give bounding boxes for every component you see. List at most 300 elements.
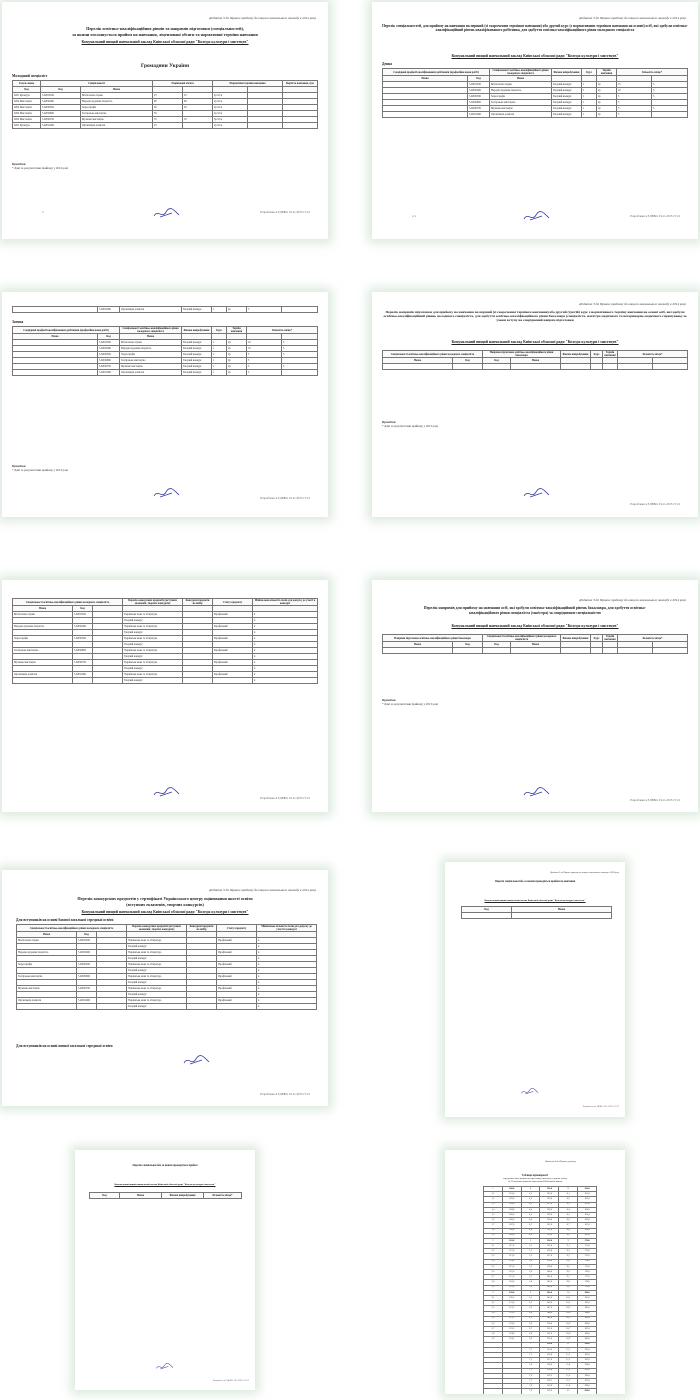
col-name: Назва	[120, 1193, 162, 1199]
page-title: Перелік напрямів підготовки для прийому на навчання на перший (зі скороченим терміном навчання) або другий (третій) курс з нормативного терміну навчання на основі осіб, які здобули освітньо-кваліфікаційний рівень молодшого спеціаліста, для здобуття освітньо-кваліфікаційного рівня бакалавра (спеціаліста, магістра медичного та ветеринарно-медичного спрямувань) за умови вступу на споріднений напрям підготовки	[383, 310, 687, 323]
col-subjects: Перелік конкурсних предметів (вступних екзаменів, творчих конкурсів)	[123, 599, 183, 606]
col-code: Код	[77, 932, 97, 938]
table-row: 0202 Мистецтво 5.02020501 Хореографія 30 20 2р 10 м	[13, 105, 318, 111]
table-cell: 122,5	[502, 1316, 521, 1321]
page-footer: Розроблено в ЄДЕБО. 19.11.2013 17:21	[212, 1380, 249, 1382]
table-cell: 1,1	[484, 1192, 503, 1197]
table-cell: 6,9	[521, 1337, 540, 1342]
level-heading: Молодший спеціаліст	[12, 74, 48, 78]
table-row: Творчий конкурс 4	[17, 980, 317, 986]
col-spec: Спеціальності освітньо-кваліфікаційного рівня молодшого спеціаліста	[490, 69, 552, 76]
table-cell: 10,2	[559, 1301, 578, 1306]
table-row	[383, 648, 688, 654]
table-cell: 1,3	[484, 1202, 503, 1207]
table-row: Творчий конкурс 4	[17, 992, 317, 998]
table-cell: 183,0	[578, 1306, 597, 1311]
table-cell: 9,7	[559, 1275, 578, 1280]
page-header: Додаток 3 до Правил прийому до вищого навчального закладу в 2014 році	[209, 888, 316, 892]
table-cell: 148,0	[540, 1311, 559, 1316]
table-cell: 168,0	[578, 1228, 597, 1233]
table-cell: 5,4	[521, 1259, 540, 1264]
table-cell: 196,0	[578, 1373, 597, 1378]
table-cell: 143,0	[540, 1285, 559, 1290]
page-header: Додаток 3 до Правил прийому до вищого навчального закладу в 2014 році	[550, 872, 619, 874]
col-exam: Фахове випробування	[182, 327, 212, 334]
table-cell: 171,0	[578, 1244, 597, 1249]
table-cell: 10	[559, 1290, 578, 1295]
page-2	[372, 2, 698, 239]
table-cell: 169,0	[578, 1233, 597, 1238]
signature-image	[152, 207, 182, 221]
table-cell: 122,0	[502, 1311, 521, 1316]
table-row	[462, 913, 612, 919]
table-cell: 9,3	[559, 1254, 578, 1259]
table-cell: 124,5	[502, 1337, 521, 1342]
col-optional: Конкурсні предмети на вибір	[187, 925, 217, 932]
col-term: Термін навчання	[604, 351, 616, 357]
table-cell: 3,6	[484, 1321, 503, 1326]
table-cell: 167,0	[578, 1223, 597, 1228]
table-row: Бібліотечна справа 5.02010501 Українська мова та література Профільний 4	[17, 938, 317, 944]
table-row: Творчий конкурс 4	[13, 666, 318, 672]
table-row: 5.02010401 Організація дозвілля Творчий конкурс 1 2р 5	[383, 112, 688, 118]
table-cell: 190,0	[578, 1342, 597, 1347]
page-footer: Розроблено в ЄДЕБО. 19.11.2013 17:21	[260, 796, 310, 800]
table-cell: 200,0	[578, 1389, 597, 1394]
table-cell: 11,2	[559, 1353, 578, 1358]
table-cell: 154,0	[540, 1342, 559, 1347]
col-places: Кількість місць*	[618, 351, 688, 358]
college-name: Комунальний вищий навчальний заклад Київської обласної ради "Коледж культури і мистецтв"	[81, 40, 249, 44]
table-cell: 2,3	[484, 1254, 503, 1259]
table-cell: 1,9	[484, 1233, 503, 1238]
table-cell	[484, 1389, 503, 1394]
table-cell: 157,0	[540, 1358, 559, 1363]
table-cell: 9,2	[559, 1249, 578, 1254]
table-row: Творчий конкурс 4	[13, 642, 318, 648]
col-spec: Спеціальності освітньо-кваліфікаційного рівня молодшого спеціаліста	[483, 635, 561, 642]
table-row: Організація дозвілля 5.02010401 Українська мова та література Профільний 4	[13, 672, 318, 678]
table-cell: 5,2	[521, 1249, 540, 1254]
table-cell: 119,0	[502, 1285, 521, 1290]
exam-subjects-table	[12, 598, 318, 684]
note: Примітка: * Дані за результатами прийому у 2013 році	[12, 464, 69, 472]
col-code: Код	[73, 606, 93, 612]
table-cell: 156,0	[540, 1353, 559, 1358]
table-cell: 3,3	[484, 1306, 503, 1311]
table-cell: 159,8	[540, 1384, 559, 1389]
table-cell: 11	[559, 1342, 578, 1347]
signature-image	[522, 487, 552, 501]
table-cell: 191,0	[578, 1347, 597, 1352]
table-cell: 9,9	[559, 1285, 578, 1290]
table-cell: 8,1	[559, 1192, 578, 1197]
table-cell: 121,5	[502, 1306, 521, 1311]
table-cell: 100,0	[502, 1187, 521, 1192]
table-cell: 11,6	[559, 1373, 578, 1378]
col-places: Кількість місць*	[618, 635, 688, 642]
col-code: Код	[462, 907, 512, 913]
col-term: Термін навчання	[597, 69, 617, 76]
table-cell: 159,0	[540, 1368, 559, 1373]
table-title: Таблиця відповідності	[521, 1174, 549, 1177]
col-code: Код	[13, 87, 41, 93]
table-row: 0202 Мистецтво 5.02020401 Народна художня творчість 90 60 2р 10 м	[13, 99, 318, 105]
table-cell: 110,0	[502, 1238, 521, 1243]
table-cell: 6,6	[521, 1321, 540, 1326]
col-spec: Спеціальності	[41, 81, 153, 87]
college-name: Комунальний вищий навчальний заклад Київської обласної ради "Коледж культури і мистецтв"	[451, 340, 619, 344]
col-spec-junior: Спеціальності освітньо-кваліфікаційного рівня молодшого спеціаліста	[383, 351, 483, 358]
table-cell: 4,8	[521, 1228, 540, 1233]
signature-image	[155, 1362, 175, 1372]
section-label: Для вступників на основі повної загальної середньої освіти	[16, 1044, 113, 1048]
table-row: 5.02020401 Народна художня творчість Творчий конкурс 1 2р 10 5	[383, 88, 688, 94]
table-cell: 128,0	[540, 1207, 559, 1212]
table-cell: 7,6	[521, 1373, 540, 1378]
page-title: Перелік напрямів для прийому на навчання осіб, які здобули освітньо-кваліфікаційний рівень бакалавра, для здобуття освітньо-кваліфікаційного рівня спеціаліста (магістра) за спорідненою спеціальністю	[423, 606, 647, 615]
col-code: Код	[453, 358, 483, 364]
table-cell: 185,0	[578, 1316, 597, 1321]
page-8	[445, 862, 625, 1117]
table-cell: 6,7	[521, 1327, 540, 1332]
col-code: Код	[453, 642, 483, 648]
table-cell: 2,5	[484, 1264, 503, 1269]
table-cell: 176,0	[578, 1270, 597, 1275]
table-cell: 5,7	[521, 1275, 540, 1280]
table-row: Творчий конкурс 4	[17, 1004, 317, 1010]
table-cell: 2,7	[484, 1275, 503, 1280]
table-cell: 8	[559, 1187, 578, 1192]
table-cell: 4,2	[521, 1197, 540, 1202]
table-cell: 10,8	[559, 1332, 578, 1337]
col-optional: Конкурсні предмети на вибір	[183, 599, 213, 606]
table-cell: 149,0	[540, 1316, 559, 1321]
page-title: Перелік конкурсних предметів у сертифікаті Українського центру оцінювання якості освіти	[77, 896, 253, 901]
table-cell: 159,5	[540, 1373, 559, 1378]
table-row: Хореографія 5.02020501 Українська мова та література Профільний 4	[13, 636, 318, 642]
table-cell: 4,1	[521, 1192, 540, 1197]
table-cell: 117,0	[502, 1275, 521, 1280]
table-cell: 124,0	[540, 1187, 559, 1192]
table-cell: 126,0	[540, 1197, 559, 1202]
table-cell: 161,0	[578, 1192, 597, 1197]
table-cell: 10,9	[559, 1337, 578, 1342]
col-name: Назва	[81, 87, 153, 93]
table-row: 5.02020601 Театральне мистецтво Творчий конкурс 1 2р 5	[383, 100, 688, 106]
col-status: Статус предмету	[217, 925, 257, 932]
page-title: Перелік спеціальностей, за якими проводиться прийом	[132, 1164, 198, 1167]
table-cell: 7,4	[521, 1363, 540, 1368]
table-cell: 194,0	[578, 1363, 597, 1368]
col-bachelor: Напрями підготовки освітньо-кваліфікаційного рівня бакалавра	[483, 351, 561, 358]
page-header: Додаток 3 до Правил прийому до вищого навчального закладу в 2014 році	[579, 16, 686, 20]
table-cell: 2,2	[484, 1249, 503, 1254]
table-cell: 187,0	[578, 1327, 597, 1332]
table-cell: 6,3	[521, 1306, 540, 1311]
table-cell: 120,0	[502, 1290, 521, 1295]
continuation-table	[12, 306, 318, 313]
table-row: 0201 Культура 5.02010501 Бібліотечна справа 25 25 2р 10 м	[13, 93, 318, 99]
table-cell: 129,0	[540, 1212, 559, 1217]
table-row: 5.02010401 Організація дозвілля Творчий конкурс 1 2р 5	[13, 370, 318, 376]
table-cell: 1,6	[484, 1218, 503, 1223]
table-cell: 145,0	[540, 1295, 559, 1300]
country-heading: Громадяни України	[140, 63, 190, 69]
table-cell: 118,0	[502, 1280, 521, 1285]
col-exam: Фахове випробування	[561, 351, 591, 358]
table-cell: 7,3	[521, 1358, 540, 1363]
page-1	[2, 2, 328, 239]
col-code: Код	[483, 358, 511, 364]
table-cell: 10,7	[559, 1327, 578, 1332]
table-row: 5.02020601 Театральне мистецтво Творчий конкурс 1 2р 5	[13, 358, 318, 364]
table-cell: 182,0	[578, 1301, 597, 1306]
table-cell: 7,8	[521, 1384, 540, 1389]
table-cell: 164,0	[578, 1207, 597, 1212]
table-cell: 10,5	[559, 1316, 578, 1321]
table-cell: 10,4	[559, 1311, 578, 1316]
col-course: Курс	[582, 69, 597, 76]
col-spec: Спеціальності освітньо-кваліфікаційного рівня молодшого спеціаліста	[17, 925, 127, 932]
page-subtitle: за якими оголошується прийом на навчання, ліцензовані обсяги та нормативні терміни навчання	[72, 32, 258, 37]
col-professions: Споріднені професії кваліфікованих робітників (професійне назва робіт)	[13, 327, 120, 334]
table-cell: 102,0	[502, 1197, 521, 1202]
col-name: Назва	[13, 606, 73, 612]
table-cell: 3,7	[484, 1327, 503, 1332]
table-cell: 184,0	[578, 1311, 597, 1316]
table-cell: 189,0	[578, 1337, 597, 1342]
table-subtitle: за 12-бальною шкалою значенням 200-бальної шкали	[507, 1180, 563, 1183]
table-cell: 140,0	[540, 1270, 559, 1275]
col-name: Назва	[120, 334, 182, 340]
table-row: Музичне мистецтво 5.02020701 Українська мова та література Профільний 4	[17, 986, 317, 992]
table-cell: 151,0	[540, 1327, 559, 1332]
table-cell: 108,0	[502, 1228, 521, 1233]
table-row: 0202 Мистецтво 5.02020601 Театральне мистецтво 30 2р 10 м	[13, 111, 318, 117]
table-cell: 186,0	[578, 1321, 597, 1326]
table-cell: 4,5	[521, 1212, 540, 1217]
table-row	[484, 1389, 597, 1394]
table-cell: 181,0	[578, 1295, 597, 1300]
table-cell: 9,4	[559, 1259, 578, 1264]
table-cell: 1,5	[484, 1212, 503, 1217]
table-cell: 124,0	[502, 1332, 521, 1337]
table-cell: 112,0	[502, 1249, 521, 1254]
table-cell: 144,0	[540, 1290, 559, 1295]
table-cell: 153,0	[540, 1337, 559, 1342]
table-row: Музичне мистецтво 5.02020701 Українська мова та література Профільний 4	[13, 660, 318, 666]
table-row: Театральне мистецтво 5.02020601 Українська мова та література Профільний 4	[13, 648, 318, 654]
table-row: Організація дозвілля 5.02010401 Українська мова та література Профільний 4	[17, 998, 317, 1004]
college-name: Комунальний вищий навчальний заклад Київської обласної ради "Коледж культури і мистецтв"	[451, 624, 619, 628]
col-name: Назва	[511, 642, 561, 648]
table-cell: 127,0	[540, 1202, 559, 1207]
table-cell: 138,0	[540, 1259, 559, 1264]
col-course: Курс	[212, 327, 227, 334]
signature-image	[520, 1087, 540, 1097]
table-row: Творчий конкурс 4	[13, 678, 318, 684]
col-course: Курс	[591, 351, 603, 358]
table-cell: 11,8	[559, 1384, 578, 1389]
col-places: Кількість місць*	[617, 69, 688, 76]
page-6	[372, 580, 698, 812]
table-cell: 139,0	[540, 1264, 559, 1269]
col-code: Код	[41, 87, 81, 93]
signature-image	[182, 1054, 212, 1068]
page-footer: Розроблено в ЄДЕБО. 19.11.2013 17:21	[630, 502, 680, 506]
table-row: 5.02020701 Музичне мистецтво Творчий конкурс 1 2р 5 5	[13, 364, 318, 370]
table-cell: 8,7	[559, 1223, 578, 1228]
table-cell: 105,0	[502, 1212, 521, 1217]
col-exam: Фахове випробування	[561, 635, 591, 642]
specialist-directions-table	[382, 634, 688, 654]
table-cell: 5,8	[521, 1280, 540, 1285]
table-cell: 134,0	[540, 1238, 559, 1243]
table-cell: 3,9	[484, 1337, 503, 1342]
table-cell: 10,3	[559, 1306, 578, 1311]
table-cell: 132,0	[540, 1228, 559, 1233]
table-cell: 5,3	[521, 1254, 540, 1259]
table-cell: 133,0	[540, 1233, 559, 1238]
table-cell: 101,0	[502, 1192, 521, 1197]
table-cell: 2,1	[484, 1244, 503, 1249]
table-cell: 8,8	[559, 1228, 578, 1233]
table-cell: 8,6	[559, 1218, 578, 1223]
table-cell: 7,5	[521, 1368, 540, 1373]
table-cell: 159,7	[540, 1378, 559, 1383]
college-name: Комунальний вищий навчальний заклад Київської обласної ради "Коледж культури і мистецтв"	[114, 1184, 216, 1186]
table-cell: 4,4	[521, 1207, 540, 1212]
col-min-score: Мінімальна кількість балів для допуску до участі в конкурсі	[253, 599, 318, 606]
table-row: 5.02020701 Музичне мистецтво Творчий конкурс 1 2р 5 5	[383, 106, 688, 112]
note: Примітка: * Дані за результатами прийому у 2013 році	[382, 698, 439, 706]
note: Примітка: * Дані за результатами прийому у 2013 році	[382, 420, 439, 428]
spec-list-table	[461, 906, 612, 919]
table-row	[383, 364, 688, 370]
table-row: Народна художня творчість 5.02020401 Українська мова та література Профільний 4	[17, 950, 317, 956]
page-4	[372, 292, 698, 517]
table-cell: 7,9	[521, 1389, 540, 1394]
table-cell: 3,2	[484, 1301, 503, 1306]
table-cell: 135,0	[540, 1244, 559, 1249]
table-row: Народна художня творчість 5.02020401 Українська мова та література Профільний 4	[13, 624, 318, 630]
table-cell: 5	[521, 1238, 540, 1243]
section-label: Денна	[382, 62, 393, 66]
table-cell: 193,0	[578, 1358, 597, 1363]
table-cell: 160,0	[578, 1187, 597, 1192]
table-cell: 158,0	[540, 1363, 559, 1368]
col-name: Назва	[490, 76, 552, 82]
table-cell: 7,7	[521, 1378, 540, 1383]
table-cell: 103,0	[502, 1202, 521, 1207]
page-footer: Розроблено в ЄДЕБО. 19.11.2013 17:21	[630, 214, 680, 218]
table-cell: 130,0	[540, 1218, 559, 1223]
page-header: Додаток 3 до Правил прийому до вищого навчального закладу в 2014 році	[579, 598, 686, 602]
table-cell: 12	[559, 1389, 578, 1394]
table-row: Творчий конкурс 4	[13, 618, 318, 624]
col-name: Назва	[17, 932, 77, 938]
table-cell: 165,0	[578, 1212, 597, 1217]
table-cell: 10,6	[559, 1321, 578, 1326]
table-row: 5.02020501 Хореографія Творчий конкурс 1 2р 5 5	[383, 94, 688, 100]
table-cell: 8,9	[559, 1233, 578, 1238]
table-cell: 136,0	[540, 1249, 559, 1254]
page-title: Перелік освітньо-кваліфікаційних рівнів та напрямів підготовки (спеціальностей),	[86, 26, 244, 31]
table-cell: 162,0	[578, 1197, 597, 1202]
licensed-volumes-table	[12, 80, 318, 129]
page-title: Перелік спеціальностей, для прийому на навчання на перший (зі скороченим терміном навчання) або другий курс (з нормативним терміном навчання на основі) осіб, які здобули освітньо-кваліфікаційний рівень кваліфікованого робітника, для здобуття освітньо-кваліфікаційного рівня молодшого спеціаліста	[382, 24, 688, 33]
table-cell: 4,9	[521, 1233, 540, 1238]
table-cell: 125,0	[540, 1192, 559, 1197]
table-cell: 5,1	[521, 1244, 540, 1249]
table-cell: 142,0	[540, 1280, 559, 1285]
spec-list-table	[89, 1192, 242, 1199]
table-subtitle: середнього бала документа про повну загальну середню освіту	[502, 1177, 568, 1180]
table-cell: 155,0	[540, 1347, 559, 1352]
note: Примітка: * Дані за результатами прийому у 2014 році	[12, 162, 69, 170]
table-cell: 120,5	[502, 1295, 521, 1300]
table-cell: 11,7	[559, 1378, 578, 1383]
exam-subjects-table	[16, 924, 317, 1010]
table-cell: 8,4	[559, 1207, 578, 1212]
table-cell: 9,6	[559, 1270, 578, 1275]
table-cell: 1,7	[484, 1223, 503, 1228]
table-cell: 7,1	[521, 1347, 540, 1352]
table-cell: 147,0	[540, 1306, 559, 1311]
table-cell: 123,5	[502, 1327, 521, 1332]
table-cell: 2,8	[484, 1280, 503, 1285]
table-cell: 4,7	[521, 1223, 540, 1228]
table-cell: 11,3	[559, 1358, 578, 1363]
col-code: Код	[90, 1193, 120, 1199]
table-cell: 174,0	[578, 1259, 597, 1264]
table-cell: 3	[484, 1290, 503, 1295]
col-spec: Спеціальності освітньо-кваліфікаційного рівня молодшого спеціаліста	[13, 599, 123, 606]
page-subtitle: (вступних екзаменів, творчих конкурсів)	[126, 902, 204, 907]
col-spec: Спеціальності освітньо-кваліфікаційного рівня молодшого спеціаліста	[120, 327, 182, 334]
table-cell: 104,0	[502, 1207, 521, 1212]
table-row: 5.02020501 Хореографія Творчий конкурс 1 2р 5 5	[13, 352, 318, 358]
table-cell: 5,9	[521, 1285, 540, 1290]
table-cell: 6,4	[521, 1311, 540, 1316]
col-exam: Фахове випробування	[552, 69, 582, 76]
table-cell: 10,1	[559, 1295, 578, 1300]
page-7	[2, 870, 328, 1106]
table-cell: 137,0	[540, 1254, 559, 1259]
col-code: Код	[483, 642, 511, 648]
table-cell: 9,1	[559, 1244, 578, 1249]
table-cell: 9	[559, 1238, 578, 1243]
table-row: 5.02010501 Бібліотечна справа Творчий конкурс 1 2р 15 5	[383, 82, 688, 88]
col-places: Кількість місць*	[247, 327, 318, 334]
signature-image	[522, 786, 552, 800]
table-cell: 4,6	[521, 1218, 540, 1223]
table-cell: 11,1	[559, 1347, 578, 1352]
table-cell: 131,0	[540, 1223, 559, 1228]
table-cell: 172,0	[578, 1249, 597, 1254]
page-number: 2-1	[412, 214, 416, 218]
col-min-score: Мінімальна кількість балів для допуску до участі в конкурсі	[257, 925, 317, 932]
col-status: Статус предмету	[213, 599, 253, 606]
table-cell: 175,0	[578, 1264, 597, 1269]
table-cell: 123,0	[502, 1321, 521, 1326]
table-cell: 9,5	[559, 1264, 578, 1269]
page-header: Додаток 3 до Правил прийому до вищого навчального закладу в 2014 році	[209, 16, 316, 20]
col-name: Назва	[13, 334, 98, 340]
table-row: Бібліотечна справа 5.02010501 Українська мова та література Профільний 4	[13, 612, 318, 618]
table-cell: 1	[484, 1187, 503, 1192]
